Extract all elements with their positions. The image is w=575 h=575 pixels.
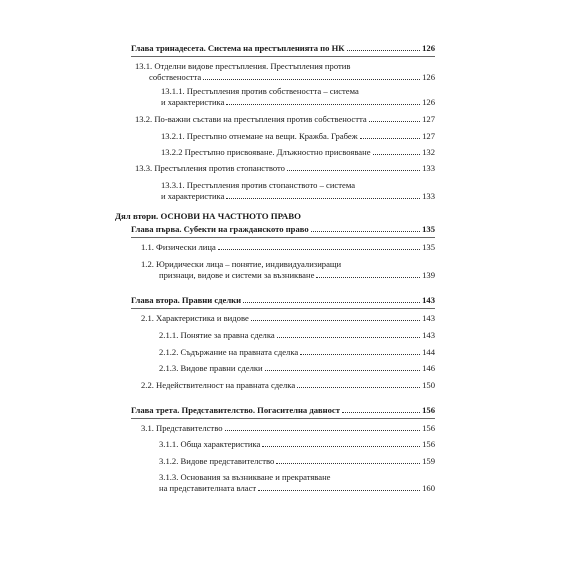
toc-entry-chapter-1 bbox=[131, 224, 435, 235]
toc-entry-page: 144 bbox=[422, 347, 435, 357]
toc-entry-title: 2.1.1. Понятие за правна сделка bbox=[159, 330, 275, 340]
toc-entry-title: 13.2.1. Престъпно отнемане на вещи. Кражба. Грабеж bbox=[161, 131, 358, 141]
toc-entry-title: Дял втори. ОСНОВИ НА ЧАСТНОТО ПРАВО bbox=[115, 211, 301, 221]
toc-entry-page: 146 bbox=[422, 363, 435, 373]
toc-entry-title: 2.1.2. Съдържание на правната сделка bbox=[159, 347, 299, 357]
chapter-divider bbox=[131, 237, 435, 238]
toc-entry-title: 1.1. Физически лица bbox=[141, 242, 216, 252]
toc-entry-title: 2.1. Характеристика и видове bbox=[141, 313, 249, 323]
toc-part-heading bbox=[115, 211, 435, 222]
toc-entry-3-1-3-line1 bbox=[159, 472, 435, 483]
toc-entry-title: 13.2.2 Престъпно присвояване. Длъжностно присвояване bbox=[161, 147, 371, 157]
toc-entry-page: 143 bbox=[422, 330, 435, 340]
toc-entry-title: 3.1.1. Обща характеристика bbox=[159, 439, 261, 449]
toc-entry-13-2-1 bbox=[161, 131, 435, 142]
toc-entry-title: собствеността bbox=[149, 72, 202, 82]
toc-entry-title: на представителната власт bbox=[159, 483, 257, 493]
toc-entry-page: 156 bbox=[422, 423, 435, 433]
toc-entry-13-2 bbox=[135, 114, 435, 125]
toc-entry-title: 13.3.1. Престъпления против стопанството – система bbox=[161, 180, 356, 190]
toc-entry-page: 156 bbox=[422, 439, 435, 449]
toc-entry-page: 156 bbox=[422, 405, 435, 415]
toc-entry-page: 139 bbox=[422, 270, 435, 280]
toc-entry-chapter-2 bbox=[131, 295, 435, 306]
toc-entry-2-1-3 bbox=[159, 363, 435, 374]
toc-entry-page: 135 bbox=[422, 242, 435, 252]
chapter-divider bbox=[131, 308, 435, 309]
toc-entry-13-3 bbox=[135, 163, 435, 174]
toc-entry-page: 150 bbox=[422, 380, 435, 390]
toc-entry-page: 127 bbox=[422, 114, 435, 124]
toc-entry-page: 133 bbox=[422, 163, 435, 173]
toc-entry-title: Глава първа. Субекти на гражданското право bbox=[131, 224, 309, 234]
toc-entry-13-2-2 bbox=[161, 147, 435, 158]
toc-entry-page: 159 bbox=[422, 456, 435, 466]
toc-entry-3-1-3-line2 bbox=[159, 483, 435, 494]
toc-entry-page: 132 bbox=[422, 147, 435, 157]
toc-entry-title: Глава втора. Правни сделки bbox=[131, 295, 242, 305]
toc-entry-3-1-2 bbox=[159, 456, 435, 467]
toc-entry-title: 1.2. Юридически лица – понятие, индивидуализиращи bbox=[141, 259, 342, 269]
chapter-divider bbox=[131, 418, 435, 419]
toc-entry-13-1-line1 bbox=[135, 61, 435, 72]
toc-entry-chapter-3 bbox=[131, 405, 435, 416]
toc-entry-2-2 bbox=[141, 380, 435, 391]
toc-entry-page: 160 bbox=[422, 483, 435, 493]
toc-entry-page: 133 bbox=[422, 191, 435, 201]
toc-entry-title: и характеристика bbox=[161, 191, 225, 201]
toc-entry-13-1-line2 bbox=[149, 72, 435, 83]
toc-entry-2-1-1 bbox=[159, 330, 435, 341]
toc-entry-title: Глава трета. Представителство. Погасителна давност bbox=[131, 405, 340, 415]
toc-entry-1-1 bbox=[141, 242, 435, 253]
toc-entry-13-1-1-line2 bbox=[161, 97, 435, 108]
toc-entry-title: 13.2. По-важни състави на престъпления против собствеността bbox=[135, 114, 367, 124]
toc-entry-title: 13.1.1. Престъпления против собствеността – система bbox=[161, 86, 359, 96]
toc-entry-title: 2.1.3. Видове правни сделки bbox=[159, 363, 263, 373]
toc-entry-1-2-line2 bbox=[159, 270, 435, 281]
toc-entry-page: 127 bbox=[422, 131, 435, 141]
toc-entry-title: 2.2. Недействителност на правната сделка bbox=[141, 380, 296, 390]
toc-entry-title: 3.1.3. Основания за възникване и прекратяване bbox=[159, 472, 331, 482]
toc-entry-1-2-line1 bbox=[141, 259, 435, 270]
toc-entry-chapter-13 bbox=[131, 43, 435, 54]
toc-entry-title: 3.1. Представителство bbox=[141, 423, 223, 433]
toc-entry-title: и характеристика bbox=[161, 97, 225, 107]
toc-entry-13-3-1-line2 bbox=[161, 191, 435, 202]
toc-entry-title: признаци, видове и системи за възникване bbox=[159, 270, 315, 280]
toc-entry-3-1 bbox=[141, 423, 435, 434]
toc-entry-page: 126 bbox=[422, 43, 435, 53]
toc-entry-2-1 bbox=[141, 313, 435, 324]
toc-entry-title: 3.1.2. Видове представителство bbox=[159, 456, 275, 466]
toc-entry-page: 143 bbox=[422, 313, 435, 323]
toc-entry-3-1-1 bbox=[159, 439, 435, 450]
chapter-divider bbox=[131, 56, 435, 57]
toc-entry-page: 135 bbox=[422, 224, 435, 234]
toc-entry-title: 13.1. Отделни видове престъпления. Престъпления против bbox=[135, 61, 351, 71]
toc-entry-page: 126 bbox=[422, 72, 435, 82]
toc-entry-2-1-2 bbox=[159, 347, 435, 358]
toc-entry-title: 13.3. Престъпления против стопанството bbox=[135, 163, 285, 173]
toc-entry-page: 143 bbox=[422, 295, 435, 305]
toc-entry-page: 126 bbox=[422, 97, 435, 107]
toc-entry-13-3-1-line1 bbox=[161, 180, 435, 191]
toc-entry-title: Глава тринадесета. Система на престъпленията по НК bbox=[131, 43, 345, 53]
toc-entry-13-1-1-line1 bbox=[161, 86, 435, 97]
